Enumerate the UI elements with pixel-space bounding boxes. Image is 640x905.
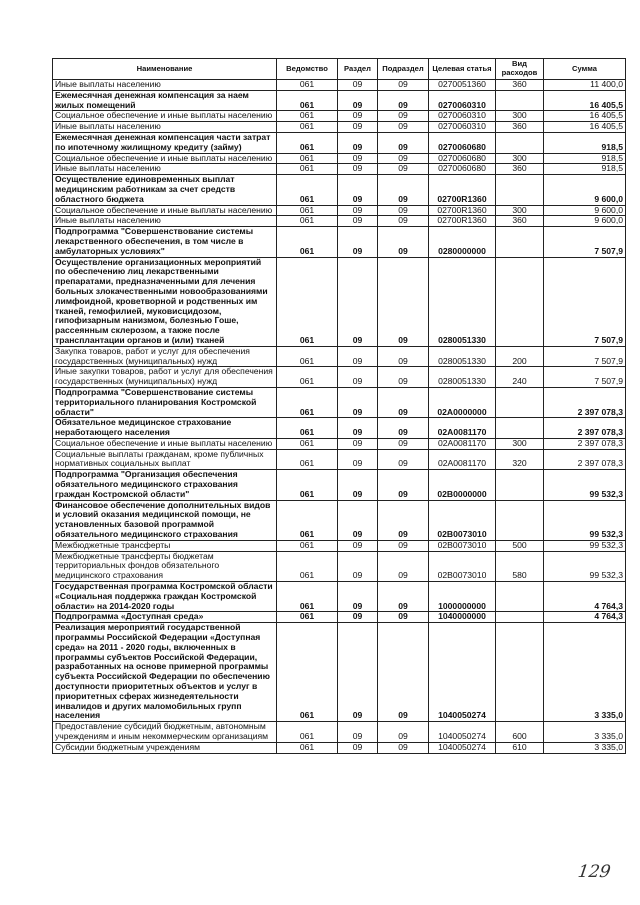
department-cell: 061 (277, 438, 338, 449)
expense-type-cell: 200 (496, 346, 544, 367)
amount-cell: 3 335,0 (544, 623, 626, 722)
section-cell: 09 (338, 122, 378, 133)
target-article-cell: 02В0073010 (429, 500, 496, 540)
name-cell: Подпрограмма «Доступная среда» (53, 612, 277, 623)
budget-table-sheet (52, 58, 625, 754)
subsection-cell: 09 (378, 257, 429, 346)
name-cell: Подпрограмма "Организация обеспечения обязательного медицинского страхования граждан Костромской области" (53, 470, 277, 500)
amount-cell: 16 405,5 (544, 90, 626, 111)
department-cell: 061 (277, 540, 338, 551)
subsection-cell: 09 (378, 551, 429, 581)
department-cell: 061 (277, 90, 338, 111)
target-article-cell: 0270060310 (429, 90, 496, 111)
subsection-cell: 09 (378, 227, 429, 257)
target-article-cell: 02В0000000 (429, 470, 496, 500)
expense-type-cell (496, 132, 544, 153)
name-cell: Иные выплаты населению (53, 216, 277, 227)
expense-type-cell: 500 (496, 540, 544, 551)
name-cell: Иные выплаты населению (53, 80, 277, 91)
subsection-cell: 09 (378, 122, 429, 133)
table-row (53, 80, 626, 91)
amount-cell: 7 507,9 (544, 346, 626, 367)
name-cell: Подпрограмма "Совершенствование системы лекарственного обеспечения, в том числе в амбулаторных условиях" (53, 227, 277, 257)
section-cell: 09 (338, 80, 378, 91)
amount-cell: 16 405,5 (544, 122, 626, 133)
target-article-cell: 0280000000 (429, 227, 496, 257)
amount-cell: 16 405,5 (544, 111, 626, 122)
amount-cell: 99 532,3 (544, 540, 626, 551)
section-cell: 09 (338, 175, 378, 205)
expense-type-cell: 300 (496, 153, 544, 164)
section-cell: 09 (338, 346, 378, 367)
name-cell: Ежемесячная денежная компенсация за наем жилых помещений (53, 90, 277, 111)
table-header-row (53, 59, 626, 80)
column-header: Ведомство (277, 59, 338, 80)
department-cell: 061 (277, 122, 338, 133)
subsection-cell: 09 (378, 418, 429, 439)
section-cell: 09 (338, 449, 378, 470)
target-article-cell: 02А0081170 (429, 449, 496, 470)
expense-type-cell: 240 (496, 367, 544, 388)
amount-cell: 4 764,3 (544, 582, 626, 612)
amount-cell: 918,5 (544, 132, 626, 153)
section-cell: 09 (338, 90, 378, 111)
department-cell: 061 (277, 227, 338, 257)
department-cell: 061 (277, 153, 338, 164)
target-article-cell: 0280051330 (429, 257, 496, 346)
section-cell: 09 (338, 500, 378, 540)
target-article-cell: 0270060680 (429, 132, 496, 153)
name-cell: Реализация мероприятий государственной программы Российской Федерации «Доступная среда» на 2011 - 2020 годы, включенных в программы субъектов Российской Федерации, разработанных на основе примерной программы субъекта Российской Федерации по обеспечению доступности приоритетных объектов и услуг в приоритетных сферах жизнедеятельности инвалидов и других маломобильных групп населения (53, 623, 277, 722)
section-cell: 09 (338, 418, 378, 439)
table-row (53, 387, 626, 417)
department-cell: 061 (277, 216, 338, 227)
subsection-cell: 09 (378, 722, 429, 743)
subsection-cell: 09 (378, 449, 429, 470)
department-cell: 061 (277, 111, 338, 122)
table-row (53, 111, 626, 122)
department-cell: 061 (277, 623, 338, 722)
table-row (53, 90, 626, 111)
subsection-cell: 09 (378, 111, 429, 122)
name-cell: Осуществление организационных мероприятий по обеспечению лиц лекарственными препаратами, предназначенными для лечения больных злокачественными новообразованиями лимфоидной, кроветворной и родственных им тканей, гемофилией, муковисцидозом, гипофизарным нанизмом, болезнью Гоше, рассеянным склерозом, а также после трансплантации органов и (или) тканей (53, 257, 277, 346)
target-article-cell: 02В0073010 (429, 540, 496, 551)
column-header: Подраздел (378, 59, 429, 80)
name-cell: Финансовое обеспечение дополнительных видов и условий оказания медицинской помощи, не установленных базовой программой обязательного медицинского страхования (53, 500, 277, 540)
table-row (53, 470, 626, 500)
target-article-cell: 02В0073010 (429, 551, 496, 581)
section-cell: 09 (338, 367, 378, 388)
expense-type-cell (496, 175, 544, 205)
expense-type-cell: 300 (496, 111, 544, 122)
page-number: 129 (576, 862, 612, 882)
table-row (53, 367, 626, 388)
section-cell: 09 (338, 470, 378, 500)
table-row (53, 612, 626, 623)
target-article-cell: 1040050274 (429, 742, 496, 753)
amount-cell: 2 397 078,3 (544, 418, 626, 439)
department-cell: 061 (277, 742, 338, 753)
department-cell: 061 (277, 387, 338, 417)
department-cell: 061 (277, 367, 338, 388)
target-article-cell: 1040050274 (429, 623, 496, 722)
section-cell: 09 (338, 742, 378, 753)
table-row (53, 449, 626, 470)
amount-cell: 2 397 078,3 (544, 438, 626, 449)
table-row (53, 623, 626, 722)
expense-type-cell (496, 582, 544, 612)
section-cell: 09 (338, 438, 378, 449)
subsection-cell: 09 (378, 175, 429, 205)
department-cell: 061 (277, 449, 338, 470)
department-cell: 061 (277, 205, 338, 216)
amount-cell: 3 335,0 (544, 742, 626, 753)
section-cell: 09 (338, 551, 378, 581)
column-header: Сумма (544, 59, 626, 80)
table-row (53, 551, 626, 581)
name-cell: Закупка товаров, работ и услуг для обеспечения государственных (муниципальных) нужд (53, 346, 277, 367)
department-cell: 061 (277, 582, 338, 612)
subsection-cell: 09 (378, 164, 429, 175)
subsection-cell: 09 (378, 346, 429, 367)
amount-cell: 7 507,9 (544, 367, 626, 388)
expense-type-cell: 320 (496, 449, 544, 470)
table-row (53, 205, 626, 216)
table-row (53, 582, 626, 612)
subsection-cell: 09 (378, 742, 429, 753)
column-header: Вид расходов (496, 59, 544, 80)
amount-cell: 9 600,0 (544, 205, 626, 216)
budget-table (52, 58, 626, 754)
section-cell: 09 (338, 582, 378, 612)
amount-cell: 7 507,9 (544, 257, 626, 346)
expense-type-cell (496, 612, 544, 623)
expense-type-cell (496, 90, 544, 111)
expense-type-cell (496, 257, 544, 346)
table-row (53, 122, 626, 133)
table-row (53, 418, 626, 439)
expense-type-cell (496, 623, 544, 722)
target-article-cell: 0270051360 (429, 80, 496, 91)
table-row (53, 500, 626, 540)
table-row (53, 742, 626, 753)
table-row (53, 438, 626, 449)
department-cell: 061 (277, 346, 338, 367)
target-article-cell: 0270060310 (429, 111, 496, 122)
subsection-cell: 09 (378, 367, 429, 388)
subsection-cell: 09 (378, 205, 429, 216)
department-cell: 061 (277, 500, 338, 540)
table-row (53, 164, 626, 175)
subsection-cell: 09 (378, 132, 429, 153)
section-cell: 09 (338, 216, 378, 227)
table-row (53, 175, 626, 205)
subsection-cell: 09 (378, 582, 429, 612)
subsection-cell: 09 (378, 540, 429, 551)
target-article-cell: 02А0081170 (429, 438, 496, 449)
department-cell: 061 (277, 612, 338, 623)
section-cell: 09 (338, 257, 378, 346)
target-article-cell: 0280051330 (429, 346, 496, 367)
subsection-cell: 09 (378, 80, 429, 91)
name-cell: Межбюджетные трансферты бюджетам территориальных фондов обязательного медицинского страхования (53, 551, 277, 581)
department-cell: 061 (277, 470, 338, 500)
target-article-cell: 0270060680 (429, 164, 496, 175)
section-cell: 09 (338, 205, 378, 216)
expense-type-cell (496, 387, 544, 417)
subsection-cell: 09 (378, 438, 429, 449)
department-cell: 061 (277, 175, 338, 205)
expense-type-cell: 300 (496, 205, 544, 216)
department-cell: 061 (277, 132, 338, 153)
name-cell: Социальные выплаты гражданам, кроме публичных нормативных социальных выплат (53, 449, 277, 470)
section-cell: 09 (338, 387, 378, 417)
section-cell: 09 (338, 612, 378, 623)
table-row (53, 153, 626, 164)
target-article-cell: 1040050274 (429, 722, 496, 743)
subsection-cell: 09 (378, 612, 429, 623)
amount-cell: 99 532,3 (544, 470, 626, 500)
name-cell: Субсидии бюджетным учреждениям (53, 742, 277, 753)
name-cell: Социальное обеспечение и иные выплаты населению (53, 111, 277, 122)
table-row (53, 227, 626, 257)
name-cell: Социальное обеспечение и иные выплаты населению (53, 205, 277, 216)
subsection-cell: 09 (378, 153, 429, 164)
subsection-cell: 09 (378, 623, 429, 722)
target-article-cell: 02700R1360 (429, 175, 496, 205)
target-article-cell: 0270060310 (429, 122, 496, 133)
expense-type-cell: 300 (496, 438, 544, 449)
section-cell: 09 (338, 153, 378, 164)
amount-cell: 11 400,0 (544, 80, 626, 91)
subsection-cell: 09 (378, 90, 429, 111)
subsection-cell: 09 (378, 216, 429, 227)
expense-type-cell: 360 (496, 164, 544, 175)
expense-type-cell (496, 500, 544, 540)
amount-cell: 918,5 (544, 164, 626, 175)
target-article-cell: 0270060680 (429, 153, 496, 164)
section-cell: 09 (338, 623, 378, 722)
amount-cell: 2 397 078,3 (544, 387, 626, 417)
expense-type-cell (496, 470, 544, 500)
name-cell: Иные закупки товаров, работ и услуг для обеспечения государственных (муниципальных) нужд (53, 367, 277, 388)
target-article-cell: 02700R1360 (429, 205, 496, 216)
table-row (53, 722, 626, 743)
amount-cell: 99 532,3 (544, 551, 626, 581)
table-row (53, 257, 626, 346)
name-cell: Межбюджетные трансферты (53, 540, 277, 551)
department-cell: 061 (277, 80, 338, 91)
table-row (53, 540, 626, 551)
name-cell: Предоставление субсидий бюджетным, автономным учреждениям и иным некоммерческим организациям (53, 722, 277, 743)
section-cell: 09 (338, 540, 378, 551)
expense-type-cell: 360 (496, 80, 544, 91)
section-cell: 09 (338, 164, 378, 175)
amount-cell: 9 600,0 (544, 175, 626, 205)
table-row (53, 132, 626, 153)
section-cell: 09 (338, 111, 378, 122)
name-cell: Социальное обеспечение и иные выплаты населению (53, 153, 277, 164)
section-cell: 09 (338, 227, 378, 257)
name-cell: Государственная программа Костромской области «Социальная поддержка граждан Костромской области» на 2014-2020 годы (53, 582, 277, 612)
amount-cell: 918,5 (544, 153, 626, 164)
subsection-cell: 09 (378, 500, 429, 540)
column-header: Раздел (338, 59, 378, 80)
expense-type-cell: 610 (496, 742, 544, 753)
department-cell: 061 (277, 418, 338, 439)
amount-cell: 3 335,0 (544, 722, 626, 743)
department-cell: 061 (277, 722, 338, 743)
section-cell: 09 (338, 722, 378, 743)
subsection-cell: 09 (378, 470, 429, 500)
name-cell: Осуществление единовременных выплат медицинским работникам за счет средств областного бюджета (53, 175, 277, 205)
column-header: Наименование (53, 59, 277, 80)
expense-type-cell: 600 (496, 722, 544, 743)
expense-type-cell: 580 (496, 551, 544, 581)
amount-cell: 2 397 078,3 (544, 449, 626, 470)
amount-cell: 9 600,0 (544, 216, 626, 227)
expense-type-cell: 360 (496, 122, 544, 133)
expense-type-cell (496, 227, 544, 257)
subsection-cell: 09 (378, 387, 429, 417)
target-article-cell: 02А0000000 (429, 387, 496, 417)
section-cell: 09 (338, 132, 378, 153)
name-cell: Ежемесячная денежная компенсация части затрат по ипотечному жилищному кредиту (займу) (53, 132, 277, 153)
expense-type-cell: 360 (496, 216, 544, 227)
amount-cell: 4 764,3 (544, 612, 626, 623)
target-article-cell: 0280051330 (429, 367, 496, 388)
target-article-cell: 1040000000 (429, 612, 496, 623)
amount-cell: 99 532,3 (544, 500, 626, 540)
amount-cell: 7 507,9 (544, 227, 626, 257)
name-cell: Иные выплаты населению (53, 122, 277, 133)
name-cell: Социальное обеспечение и иные выплаты населению (53, 438, 277, 449)
department-cell: 061 (277, 551, 338, 581)
target-article-cell: 02А0081170 (429, 418, 496, 439)
name-cell: Обязательное медицинское страхование неработающего населения (53, 418, 277, 439)
target-article-cell: 1000000000 (429, 582, 496, 612)
name-cell: Подпрограмма "Совершенствование системы территориального планирования Костромской области" (53, 387, 277, 417)
name-cell: Иные выплаты населению (53, 164, 277, 175)
table-row (53, 346, 626, 367)
table-row (53, 216, 626, 227)
column-header: Целевая статья (429, 59, 496, 80)
expense-type-cell (496, 418, 544, 439)
department-cell: 061 (277, 257, 338, 346)
target-article-cell: 02700R1360 (429, 216, 496, 227)
department-cell: 061 (277, 164, 338, 175)
